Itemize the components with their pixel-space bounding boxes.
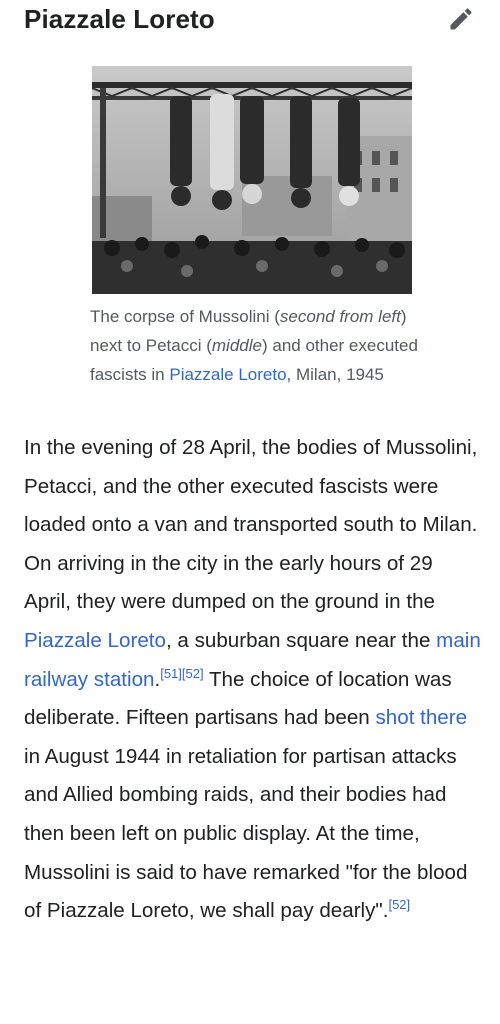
caption-link-piazzale-loreto[interactable]: Piazzale Loreto — [169, 365, 287, 384]
section-title: Piazzale Loreto — [24, 4, 215, 34]
figure-caption — [90, 302, 420, 389]
paragraph-text: In the evening of 28 April, the bodies of Mussolini, Petacci, and the other executed fascists were loaded onto a van and transported south to Milan. On arriving in the city in the early hours of 29 April, they were dumped on the ground in the — [24, 436, 478, 614]
reference-52-second[interactable]: [52] — [388, 897, 411, 913]
caption-text: , Milan, 1945 — [286, 365, 384, 384]
photo-illustration — [92, 66, 412, 294]
link-shot-there[interactable]: shot there — [375, 706, 468, 730]
caption-italic: middle — [211, 336, 262, 355]
link-main-railway-station[interactable]: main railway station — [24, 628, 481, 691]
section-header — [24, 0, 476, 40]
paragraph-text: in August 1944 in retaliation for partisan attacks and Allied bombing raids, and their bodies had then been left on public display. At the time, Mussolini is said to have remarked "for the blood of Piazzale Loreto, we shall pay dearly". — [24, 744, 468, 923]
paragraph-text: The choice of location was deliberate. Fifteen partisans had been — [24, 667, 452, 730]
edit-button[interactable] — [446, 4, 476, 34]
caption-text: ) and other executed fascists in — [90, 336, 418, 384]
reference-51[interactable]: [51] — [160, 665, 182, 681]
article-paragraph — [24, 429, 482, 931]
pencil-icon — [447, 5, 475, 33]
figure-image[interactable] — [92, 66, 412, 294]
caption-text: ) next to Petacci ( — [90, 307, 407, 355]
paragraph-text: , a suburban square near the — [165, 628, 437, 652]
caption-text: The corpse of Mussolini ( — [90, 307, 280, 326]
period: . — [154, 667, 161, 691]
caption-italic: second from left — [279, 307, 401, 326]
link-piazzale-loreto[interactable]: Piazzale Loreto — [24, 628, 166, 652]
reference-52[interactable]: [52] — [181, 665, 204, 681]
